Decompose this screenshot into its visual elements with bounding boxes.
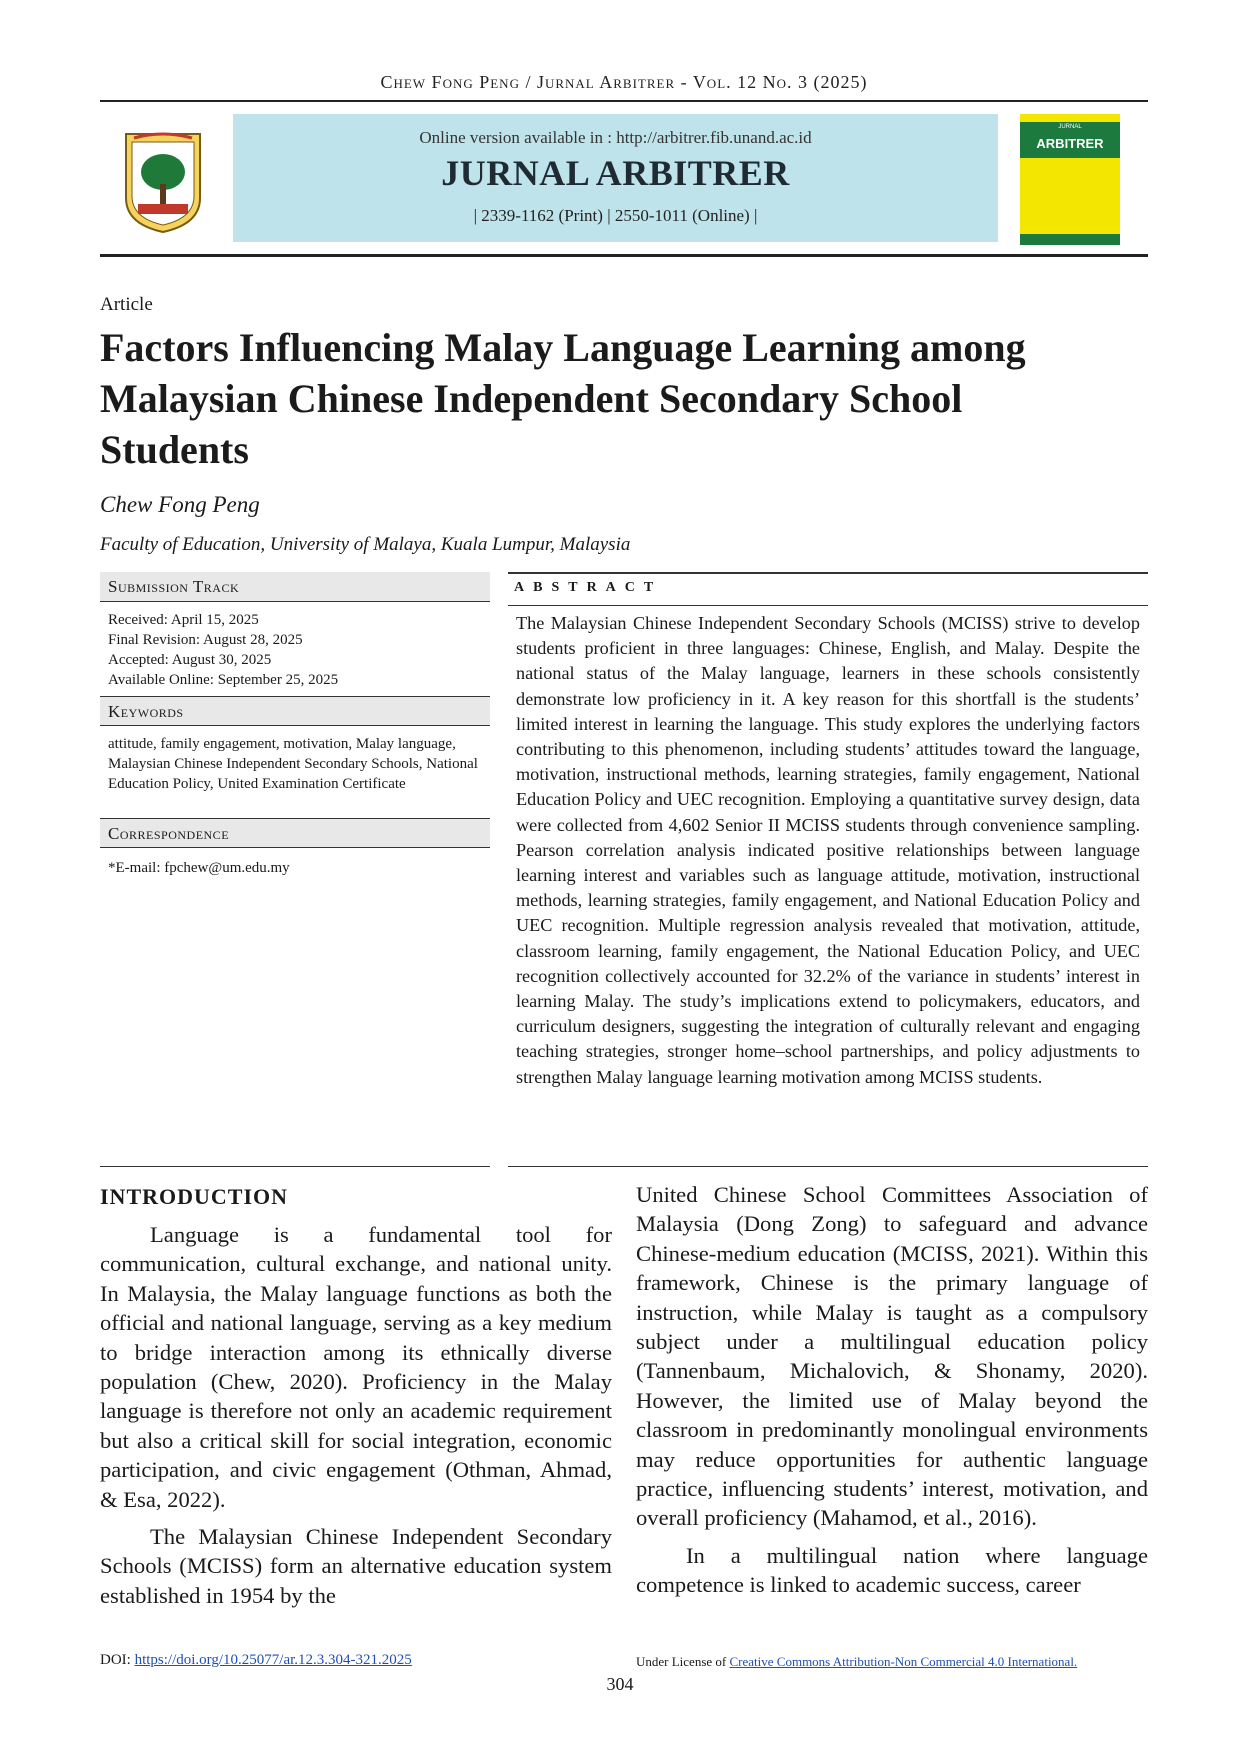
keywords-heading: Keywords bbox=[100, 696, 490, 726]
received-date: Received: April 15, 2025 bbox=[108, 612, 259, 628]
author-name: Chew Fong Peng bbox=[100, 492, 260, 517]
cover-title: ARBITRER bbox=[1036, 136, 1104, 151]
correspondence-email: *E-mail: fpchew@um.edu.my bbox=[108, 860, 290, 876]
abstract-rule-mid bbox=[508, 605, 1148, 606]
cover-footer-band bbox=[1020, 234, 1120, 245]
running-header: Chew Fong Peng / Jurnal Arbitrer - Vol. 12 No. 3 (2025) bbox=[380, 72, 868, 92]
intro-paragraph-3: In a multilingual nation where language competence is linked to academic success, career bbox=[636, 1542, 1148, 1598]
journal-banner bbox=[233, 114, 998, 242]
abstract-rule-top bbox=[508, 572, 1148, 574]
masthead-rule bbox=[100, 254, 1148, 257]
submission-dates bbox=[108, 610, 486, 690]
doi-link[interactable]: https://doi.org/10.25077/ar.12.3.304-321.2025 bbox=[134, 1652, 412, 1668]
submission-track-heading: Submission Track bbox=[100, 572, 490, 602]
article-type-label: Article bbox=[100, 294, 153, 315]
keywords-text: attitude, family engagement, motivation, Malay language, Malaysian Chinese Independent Secondary Schools, National Education Policy, United Examination Certificate bbox=[108, 736, 478, 792]
body-column-right bbox=[636, 1180, 1148, 1600]
intro-paragraph-2-continued: United Chinese School Committees Association of Malaysia (Dong Zong) to safeguard and advance Chinese-medium education (MCISS, 2021). Within this framework, Chinese is the primary language of instruction, while Malay is taught as a compulsory subject under a multilingual education policy (Tannenbaum, Michalovich, & Shonamy, 2020). However, the limited use of Malay beyond the classroom in predominantly monolingual environments may reduce opportunities for authentic language practice, influencing students’ interest, motivation, and overall proficiency (Mahamod, et al., 2016). bbox=[636, 1182, 1148, 1531]
doi-line bbox=[100, 1652, 412, 1669]
accepted-date: Accepted: August 30, 2025 bbox=[108, 652, 272, 668]
correspondence-heading: Correspondence bbox=[100, 818, 490, 848]
author-affiliation: Faculty of Education, University of Malaya, Kuala Lumpur, Malaysia bbox=[100, 534, 631, 555]
final-revision-date: Final Revision: August 28, 2025 bbox=[108, 632, 303, 648]
license-line bbox=[636, 1654, 1077, 1670]
article-title: Factors Influencing Malay Language Learning among Malaysian Chinese Independent Secondary School Students bbox=[100, 325, 1026, 472]
page-number: 304 bbox=[606, 1674, 634, 1694]
online-version-line: Online version available in : http://arbitrer.fib.unand.ac.id bbox=[419, 128, 812, 147]
body-column-left bbox=[100, 1220, 612, 1610]
intro-paragraph-1: Language is a fundamental tool for communication, cultural exchange, and national unity. In Malaysia, the Malay language functions as both the official and national language, serving as a key medium to bridge interaction among its ethnically diverse population (Chew, 2020). Proficiency in the Malay language is therefore not only an academic requirement but also a critical skill for social integration, economic participation, and civic engagement (Othman, Ahmad, & Esa, 2022). bbox=[100, 1222, 612, 1512]
university-logo-icon bbox=[120, 128, 206, 236]
license-link[interactable]: Creative Commons Attribution-Non Commercial 4.0 International. bbox=[729, 1654, 1078, 1669]
cover-small-label: JURNAL bbox=[1058, 124, 1082, 130]
license-label: Under License of bbox=[636, 1654, 727, 1669]
journal-name: JURNAL ARBITRER bbox=[441, 153, 790, 193]
issn-line: | 2339-1162 (Print) | 2550-1011 (Online) | bbox=[473, 206, 758, 225]
abstract-text: The Malaysian Chinese Independent Secondary Schools (MCISS) strive to develop students proficient in three languages: Chinese, English, and Malay. Despite the national status of the Malay language, learners in these schools consistently demonstrate low proficiency in it. A key reason for this shortfall is the students’ limited interest in learning the language. This study explores the underlying factors contributing to this phenomenon, including students’ attitudes toward the language, motivation, instructional methods, learning strategies, family engagement, National Education Policy and UEC recognition. Employing a quantitative survey design, data were collected from 4,602 Senior II MCISS students through convenience sampling. Pearson correlation analysis indicated positive relationships between language learning interest and variables such as language attitude, motivation, instructional methods, learning strategies, family engagement, and National Education Policy and UEC recognition. Multiple regression analysis revealed that motivation, attitude, classroom learning, family engagement, the National Education Policy, and UEC recognition collectively accounted for 32.2% of the variance in students’ interest in learning Malay. The study’s implications extend to policymakers, educators, and curriculum designers, suggesting the integration of culturally relevant and engaging teaching strategies, stronger home–school partnerships, and policy adjustments to strengthen Malay language learning motivation among MCISS students. bbox=[516, 613, 1140, 1087]
header-rule bbox=[100, 100, 1148, 102]
intro-paragraph-2: The Malaysian Chinese Independent Secondary Schools (MCISS) form an alternative education system established in 1954 by the bbox=[100, 1524, 612, 1608]
journal-cover-thumbnail bbox=[1020, 114, 1120, 245]
doi-label: DOI: bbox=[100, 1652, 131, 1668]
introduction-heading: INTRODUCTION bbox=[100, 1184, 289, 1209]
available-online-date: Available Online: September 25, 2025 bbox=[108, 672, 339, 688]
info-rule-bottom bbox=[100, 1166, 490, 1167]
cover-band bbox=[1020, 122, 1120, 158]
abstract-heading: ABSTRACT bbox=[514, 580, 663, 595]
abstract-rule-bottom bbox=[508, 1166, 1148, 1167]
